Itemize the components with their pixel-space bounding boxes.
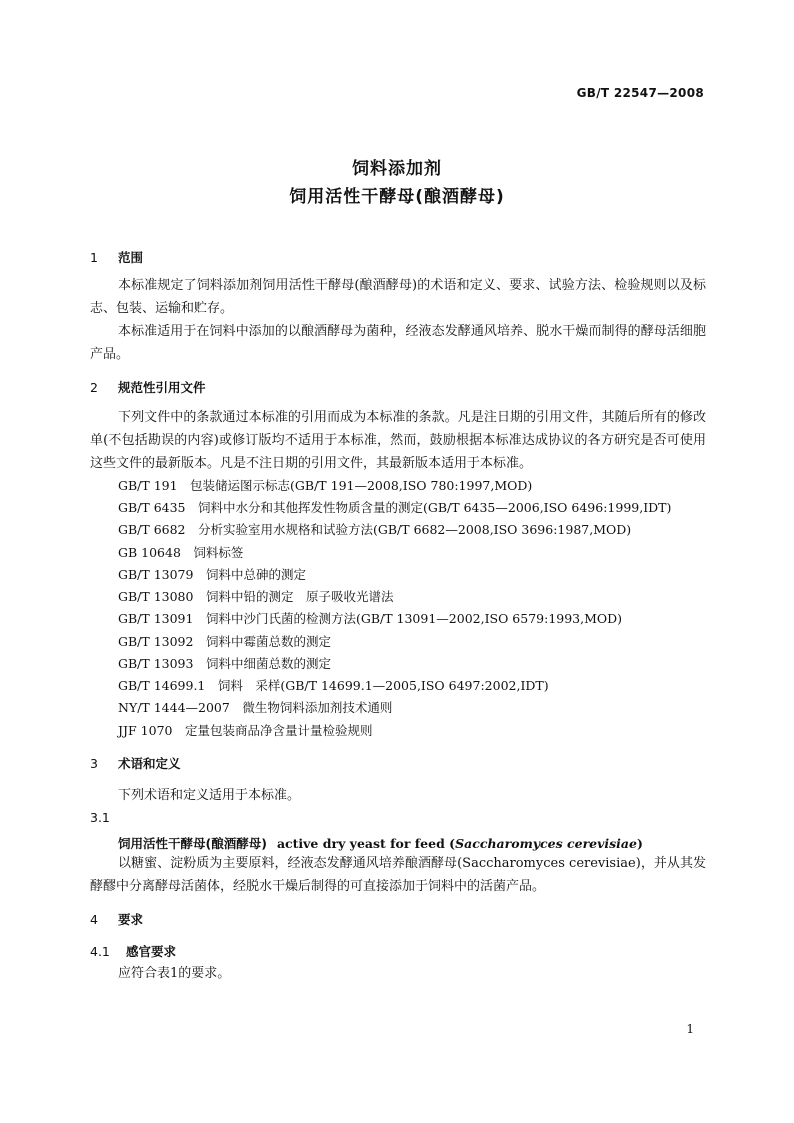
section-3-paragraph-1: 下列术语和定义适用于本标准。 [118, 788, 301, 803]
document-title-line2: 饲用活性干酵母(酿酒酵母) [289, 187, 505, 207]
reference-item: GB/T 13080 饲料中铅的测定 原子吸收光谱法 [118, 589, 394, 604]
section-4-number: 4 [90, 912, 98, 927]
term-definition: 以糖蜜、淀粉质为主要原料，经液态发酵通风培养酿酒酵母(Saccharomyces cerevisiae)，并从其发酵醪中分离酵母活菌体，经脱水干燥后制得的可直接添加于饲料中的活菌产品。 [90, 856, 706, 894]
section-4-heading [90, 910, 143, 928]
reference-item: GB/T 6435 饲料中水分和其他挥发性物质含量的测定(GB/T 6435—2006,ISO 6496:1999,IDT) [118, 500, 672, 515]
section-1-heading [90, 248, 143, 266]
section-2-title: 规范性引用文件 [118, 380, 206, 395]
reference-item: GB/T 13093 饲料中细菌总数的测定 [118, 656, 331, 671]
page-number: 1 [686, 1022, 694, 1036]
reference-item: GB/T 14699.1 饲料 采样(GB/T 14699.1—2005,ISO 6497:2002,IDT) [118, 678, 549, 693]
reference-item: GB/T 13079 饲料中总砷的测定 [118, 567, 306, 582]
subsection-4-1-title: 感官要求 [126, 944, 177, 959]
term-english: active dry yeast for feed (Saccharomyces cerevisiae) [276, 836, 643, 851]
section-1-title: 范围 [118, 250, 144, 265]
section-1-paragraph-2: 本标准适用于在饲料中添加的以酿酒酵母为菌种，经液态发酵通风培养、脱水干燥而制得的酵母活细胞产品。 [90, 324, 706, 362]
subsection-4-1-heading [90, 942, 176, 960]
document-title-line1: 饲料添加剂 [352, 159, 442, 179]
section-1-number: 1 [90, 250, 98, 265]
section-2-heading [90, 378, 206, 396]
reference-item: GB/T 13092 饲料中霉菌总数的测定 [118, 634, 331, 649]
section-4-title: 要求 [118, 912, 144, 927]
section-3-number: 3 [90, 756, 98, 771]
reference-item: GB/T 13091 饲料中沙门氏菌的检测方法(GB/T 13091—2002,ISO 6579:1993,MOD) [118, 611, 623, 626]
term-chinese: 饲用活性干酵母(酿酒酵母) [118, 836, 267, 851]
section-2-number: 2 [90, 380, 98, 395]
subsection-4-1-number: 4.1 [90, 944, 110, 959]
reference-item: GB 10648 饲料标签 [118, 545, 244, 560]
reference-item: GB/T 191 包装储运图示标志(GB/T 191—2008,ISO 780:1997,MOD) [118, 478, 533, 493]
reference-item: NY/T 1444—2007 微生物饲料添加剂技术通则 [118, 700, 393, 715]
term-heading [118, 834, 643, 852]
section-4-paragraph-1: 应符合表1的要求。 [118, 966, 231, 981]
section-3-title: 术语和定义 [118, 756, 181, 771]
reference-item: JJF 1070 定量包装商品净含量计量检验规则 [118, 723, 373, 738]
standard-number: GB/T 22547—2008 [576, 86, 704, 100]
reference-item: GB/T 6682 分析实验室用水规格和试验方法(GB/T 6682—2008,ISO 3696:1987,MOD) [118, 522, 632, 537]
section-3-heading [90, 754, 181, 772]
subsection-3-1-number: 3.1 [90, 810, 110, 825]
section-2-paragraph-1: 下列文件中的条款通过本标准的引用而成为本标准的条款。凡是注日期的引用文件，其随后所有的修改单(不包括勘误的内容)或修订版均不适用于本标准，然而，鼓励根据本标准达成协议的各方研究是否可使用这些文件的最新版本。凡是不注日期的引用文件，其最新版本适用于本标准。 [90, 410, 706, 471]
section-1-paragraph-1: 本标准规定了饲料添加剂饲用活性干酵母(酿酒酵母)的术语和定义、要求、试验方法、检验规则以及标志、包装、运输和贮存。 [90, 278, 706, 316]
